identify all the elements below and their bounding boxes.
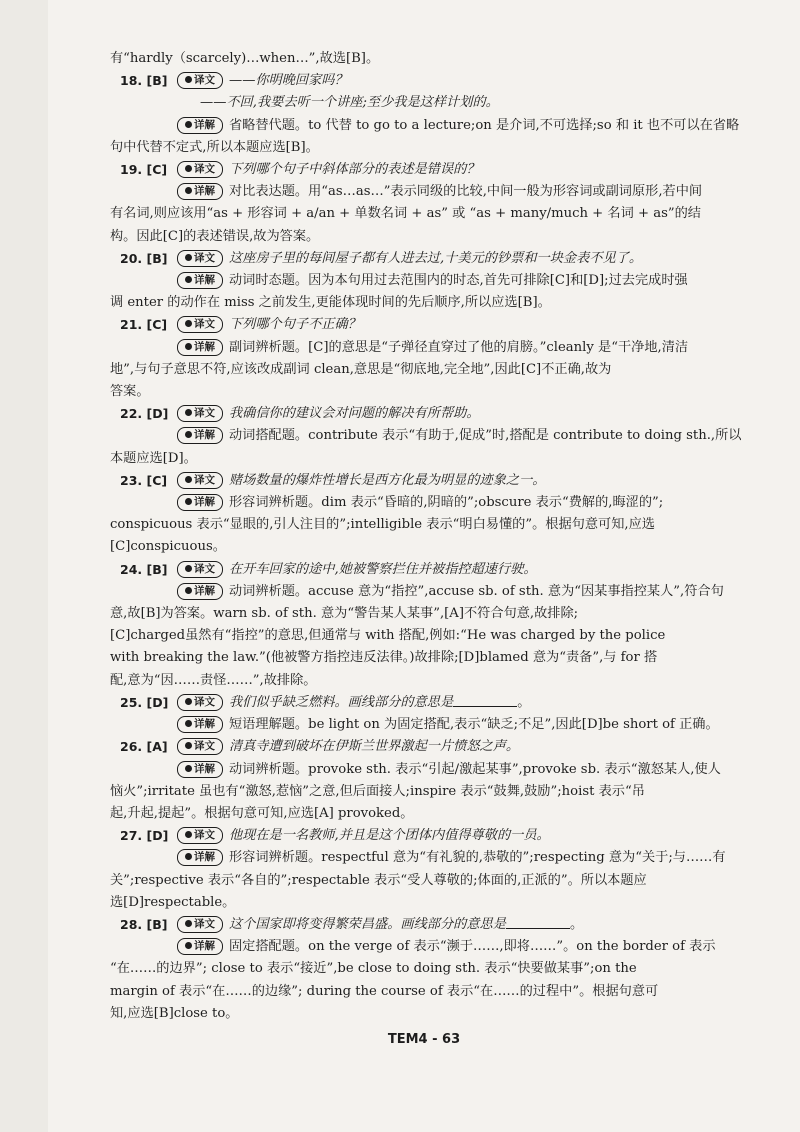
answer-item — [110, 914, 750, 1025]
explanation-tag: 详解 — [177, 427, 223, 444]
explanation-cont: 知,应选[B]close to。 — [110, 1005, 239, 1021]
translation-text: 赌场数量的爆炸性增长是西方化最为明显的迹象之一。 — [229, 472, 546, 488]
translation-tag: 译文 — [177, 561, 223, 578]
answer-item — [110, 314, 750, 403]
explanation-cont: 地”,与句子意思不符,应该改成副词 clean,意思是“彻底地,完全地”,因此[C]不正确,故为 — [110, 361, 612, 377]
answer-number: 26. [A] — [120, 739, 168, 755]
answer-number: 18. [B] — [120, 73, 168, 89]
explanation-text: 省略替代题。to 代替 to go to a lecture;on 是介词,不可选择;so 和 it 也不可以在省略 — [229, 117, 740, 133]
explanation-cont: [C]charged虽然有“指控”的意思,但通常与 with 搭配,例如:“He was charged by the police — [110, 628, 666, 644]
tag-dot-icon — [185, 431, 192, 438]
explanation-cont: 答案。 — [110, 384, 150, 400]
translation-tag: 译文 — [177, 316, 223, 333]
tag-dot-icon — [185, 320, 192, 327]
explanation-tag: 详解 — [177, 183, 223, 200]
tag-dot-icon — [185, 409, 192, 416]
explanation-line — [110, 115, 750, 137]
translation-line — [110, 314, 750, 336]
explanation-text: 动词辨析题。provoke sth. 表示“引起/激起某事”,provoke sb. 表示“激怒某人,使人 — [229, 761, 721, 777]
explanation-tag: 详解 — [177, 117, 223, 134]
explanation-line — [110, 337, 750, 359]
explanation-line — [110, 936, 750, 958]
translation-tag: 译文 — [177, 472, 223, 489]
explanation-line — [110, 581, 750, 603]
translation-line — [110, 248, 750, 270]
tag-dot-icon — [185, 76, 192, 83]
tag-dot-icon — [185, 343, 192, 350]
answer-item — [110, 248, 750, 315]
answer-number: 20. [B] — [120, 250, 168, 266]
translation-line — [110, 914, 750, 936]
tag-dot-icon — [185, 587, 192, 594]
document-page — [48, 0, 800, 1132]
explanation-cont: 调 enter 的动作在 miss 之前发生,更能体现时间的先后顺序,所以应选[B]。 — [110, 295, 551, 311]
answer-item — [110, 70, 750, 159]
answer-number: 27. [D] — [120, 828, 169, 844]
translation-line — [110, 159, 750, 181]
translation-text: 这座房子里的每间屋子都有人进去过,十美元的钞票和一块金表不见了。 — [229, 250, 643, 266]
explanation-line — [110, 847, 750, 869]
explanation-tag: 详解 — [177, 849, 223, 866]
tag-dot-icon — [185, 853, 192, 860]
explanation-cont: 起,升起,提起”。根据句意可知,应选[A] provoked。 — [110, 805, 414, 821]
answer-item — [110, 736, 750, 825]
answer-item — [110, 159, 750, 248]
translation-tag: 译文 — [177, 250, 223, 267]
explanation-text: 短语理解题。be light on 为固定搭配,表示“缺乏;不足”,因此[D]be short of 正确。 — [229, 717, 719, 733]
translation-text: 在开车回家的途中,她被警察拦住并被指控超速行驶。 — [229, 561, 537, 577]
explanation-tag: 详解 — [177, 272, 223, 289]
answer-number: 19. [C] — [120, 162, 168, 178]
explanation-line — [110, 181, 750, 203]
answer-explanations — [110, 48, 750, 1025]
explanation-cont: 恼火”;irritate 虽也有“激怒,惹恼”之意,但后面接人;inspire 表示“鼓舞,鼓励”;hoist 表示“吊 — [110, 783, 645, 799]
answer-number: 23. [C] — [120, 472, 168, 488]
tag-dot-icon — [185, 276, 192, 283]
translation-extra: ——不回,我要去听一个讲座;至少我是这样计划的。 — [200, 95, 499, 111]
translation-tag: 译文 — [177, 694, 223, 711]
explanation-text: 形容词辨析题。dim 表示“昏暗的,阴暗的”;obscure 表示“费解的,晦涩的”; — [229, 495, 664, 511]
period: 。 — [517, 694, 531, 710]
tag-dot-icon — [185, 476, 192, 483]
translation-line — [110, 736, 750, 758]
explanation-cont: 关”;respective 表示“各自的”;respectable 表示“受人尊敬的;体面的,正派的”。所以本题应 — [110, 872, 647, 888]
period: 。 — [569, 916, 584, 932]
page-footer: TEM4 - 63 — [387, 1032, 461, 1047]
explanation-tag: 详解 — [177, 583, 223, 600]
explanation-line — [110, 270, 750, 292]
translation-line — [110, 470, 750, 492]
explanation-cont: 选[D]respectable。 — [110, 894, 236, 910]
tag-dot-icon — [185, 720, 192, 727]
translation-text: ——你明晚回家吗？ — [229, 73, 348, 89]
translation-line — [110, 403, 750, 425]
explanation-cont: margin of 表示“在……的边缘”; during the course of 表示“在……的过程中”。根据句意可 — [110, 983, 659, 999]
tag-dot-icon — [185, 765, 192, 772]
explanation-tag: 详解 — [177, 494, 223, 511]
tag-dot-icon — [185, 498, 192, 505]
tag-dot-icon — [185, 831, 192, 838]
explanation-line — [110, 492, 750, 514]
translation-text: 下列哪个句子中斜体部分的表述是错误的？ — [229, 162, 480, 178]
tag-dot-icon — [185, 742, 192, 749]
tag-dot-icon — [185, 121, 192, 128]
answer-number: 21. [C] — [120, 317, 168, 333]
explanation-cont: 配,意为“因……责怪……”,故排除。 — [110, 672, 317, 688]
answer-blank — [453, 694, 517, 707]
translation-text: 我们似乎缺乏燃料。画线部分的意思是 — [229, 694, 454, 710]
explanation-cont: 意,故[B]为答案。warn sb. of sth. 意为“警告某人某事”,[A]不符合句意,故排除; — [110, 606, 579, 622]
answer-blank — [506, 916, 570, 929]
answer-number: 28. [B] — [120, 916, 168, 932]
answer-item — [110, 559, 750, 692]
translation-line — [110, 70, 750, 92]
answer-number: 24. [B] — [120, 561, 168, 577]
translation-line — [110, 692, 750, 714]
explanation-text: 动词搭配题。contribute 表示“有助于,促成”时,搭配是 contribute to doing sth.,所以 — [229, 428, 742, 444]
translation-text: 下列哪个句子不正确？ — [229, 317, 361, 333]
translation-line — [110, 559, 750, 581]
explanation-line — [110, 714, 750, 736]
explanation-cont: [C]conspicuous。 — [110, 539, 226, 555]
translation-tag: 译文 — [177, 738, 223, 755]
tag-dot-icon — [185, 165, 192, 172]
explanation-tag: 详解 — [177, 716, 223, 733]
explanation-cont: with breaking the law.”(他被警方指控违反法律。)故排除;[D]blamed 意为“责备”,与 for 搭 — [110, 650, 658, 666]
answer-item — [110, 825, 750, 914]
answer-item — [110, 470, 750, 559]
translation-text: 他现在是一名教师,并且是这个团体内值得尊敬的一员。 — [229, 828, 550, 844]
explanation-cont: 本题应选[D]。 — [110, 450, 197, 466]
tag-dot-icon — [185, 942, 192, 949]
explanation-tag: 详解 — [177, 761, 223, 778]
explanation-cont: 构。因此[C]的表述错误,故为答案。 — [110, 228, 320, 244]
explanation-line — [110, 425, 750, 447]
explanation-text: 形容词辨析题。respectful 意为“有礼貌的,恭敬的”;respecting 意为“关于;与……有 — [229, 850, 726, 866]
tag-dot-icon — [185, 187, 192, 194]
explanation-cont: “在……的边界”; close to 表示“接近”,be close to doing sth. 表示“快要做某事”;on the — [110, 961, 637, 977]
explanation-text: 动词辨析题。accuse 意为“指控”,accuse sb. of sth. 意为“因某事指控某人”,符合句 — [229, 583, 724, 599]
explanation-text: 动词时态题。因为本句用过去范围内的时态,首先可排除[C]和[D];过去完成时强 — [229, 273, 688, 289]
translation-text: 我确信你的建议会对问题的解决有所帮助。 — [229, 406, 480, 422]
explanation-cont: 有名词,则应该用“as + 形容词 + a/an + 单数名词 + as” 或 “as + many/much + 名词 + as”的结 — [110, 206, 701, 222]
tag-dot-icon — [185, 920, 192, 927]
translation-tag: 译文 — [177, 405, 223, 422]
answer-item — [110, 403, 750, 470]
translation-line — [110, 825, 750, 847]
answer-number: 22. [D] — [120, 406, 169, 422]
answer-number: 25. [D] — [120, 694, 169, 710]
translation-tag: 译文 — [177, 72, 223, 89]
explanation-line — [110, 759, 750, 781]
translation-tag: 译文 — [177, 161, 223, 178]
explanation-text: 副词辨析题。[C]的意思是“子弹径直穿过了他的肩膀。”cleanly 是“干净地,清洁 — [229, 339, 689, 355]
tag-dot-icon — [185, 254, 192, 261]
tag-dot-icon — [185, 698, 192, 705]
explanation-text: 固定搭配题。on the verge of 表示“濒于……,即将……”。on the border of 表示 — [229, 939, 716, 955]
explanation-cont: 句中代替不定式,所以本题应选[B]。 — [110, 139, 319, 155]
answer-item — [110, 692, 750, 736]
translation-tag: 译文 — [177, 827, 223, 844]
explanation-tag: 详解 — [177, 339, 223, 356]
explanation-cont: conspicuous 表示“显眼的,引人注目的”;intelligible 表示“明白易懂的”。根据句意可知,应选 — [110, 517, 655, 533]
explanation-text: 对比表达题。用“as…as…”表示同级的比较,中间一般为形容词或副词原形,若中间 — [229, 184, 703, 200]
translation-tag: 译文 — [177, 916, 223, 933]
translation-text: 清真寺遭到破坏在伊斯兰世界激起一片愤怒之声。 — [229, 739, 520, 755]
translation-text: 这个国家即将变得繁荣昌盛。画线部分的意思是 — [229, 916, 506, 932]
tag-dot-icon — [185, 565, 192, 572]
continued-line: 有“hardly（scarcely)…when…”,故选[B]。 — [110, 51, 380, 66]
explanation-tag: 详解 — [177, 938, 223, 955]
